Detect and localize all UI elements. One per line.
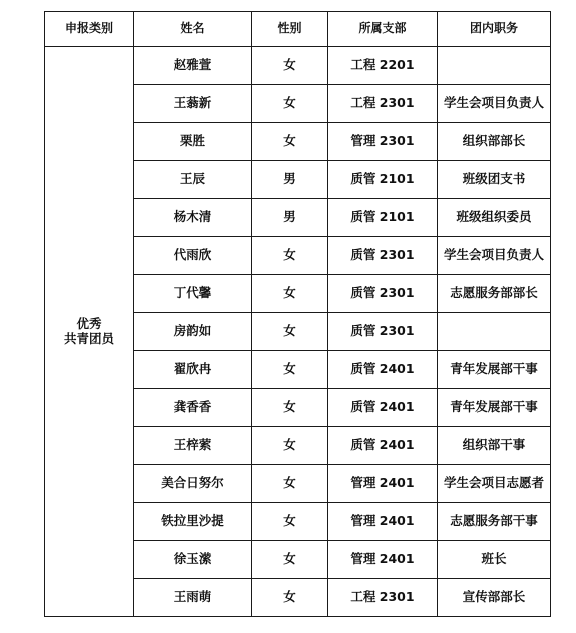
position-cell: 组织部干事: [438, 427, 551, 465]
position-cell: [438, 313, 551, 351]
branch-cell: 质管 2101: [328, 199, 438, 237]
header-name: 姓名: [134, 12, 252, 47]
position-cell: 宣传部部长: [438, 579, 551, 617]
name-cell: 王蓊新: [134, 85, 252, 123]
position-cell: 志愿服务部干事: [438, 503, 551, 541]
branch-cell: 质管 2101: [328, 161, 438, 199]
header-position: 团内职务: [438, 12, 551, 47]
header-row: [45, 12, 551, 47]
name-cell: 赵雅萱: [134, 47, 252, 85]
branch-cell: 质管 2301: [328, 237, 438, 275]
name-cell: 王辰: [134, 161, 252, 199]
gender-cell: 女: [252, 237, 328, 275]
table-row: [45, 47, 551, 85]
category-cell: [45, 47, 134, 617]
branch-cell: 质管 2401: [328, 351, 438, 389]
category-line-2: 共青团员: [63, 330, 114, 346]
branch-cell: 管理 2401: [328, 465, 438, 503]
name-cell: 房韵如: [134, 313, 252, 351]
position-cell: 学生会项目负责人: [438, 85, 551, 123]
position-cell: 志愿服务部部长: [438, 275, 551, 313]
name-cell: 杨木清: [134, 199, 252, 237]
name-cell: 丁代馨: [134, 275, 252, 313]
gender-cell: 女: [252, 351, 328, 389]
position-cell: 青年发展部干事: [438, 351, 551, 389]
branch-cell: 工程 2301: [328, 579, 438, 617]
table-body: [45, 47, 551, 617]
gender-cell: 女: [252, 85, 328, 123]
name-cell: 铁拉里沙提: [134, 503, 252, 541]
name-cell: 代雨欣: [134, 237, 252, 275]
branch-cell: 管理 2301: [328, 123, 438, 161]
branch-cell: 质管 2301: [328, 313, 438, 351]
name-cell: 王梓萦: [134, 427, 252, 465]
position-cell: [438, 47, 551, 85]
gender-cell: 女: [252, 313, 328, 351]
position-cell: 青年发展部干事: [438, 389, 551, 427]
gender-cell: 女: [252, 123, 328, 161]
name-cell: 龚香香: [134, 389, 252, 427]
gender-cell: 男: [252, 199, 328, 237]
name-cell: 徐玉潆: [134, 541, 252, 579]
roster-table: [44, 11, 551, 617]
table-header: [45, 12, 551, 47]
gender-cell: 女: [252, 503, 328, 541]
position-cell: 班级组织委员: [438, 199, 551, 237]
gender-cell: 女: [252, 427, 328, 465]
position-cell: 学生会项目志愿者: [438, 465, 551, 503]
name-cell: 王雨萌: [134, 579, 252, 617]
name-cell: 美合日努尔: [134, 465, 252, 503]
gender-cell: 女: [252, 579, 328, 617]
position-cell: 班级团支书: [438, 161, 551, 199]
header-branch: 所属支部: [328, 12, 438, 47]
header-gender: 性别: [252, 12, 328, 47]
branch-cell: 质管 2401: [328, 389, 438, 427]
gender-cell: 女: [252, 465, 328, 503]
gender-cell: 女: [252, 275, 328, 313]
branch-cell: 质管 2401: [328, 427, 438, 465]
branch-cell: 管理 2401: [328, 541, 438, 579]
gender-cell: 女: [252, 47, 328, 85]
branch-cell: 管理 2401: [328, 503, 438, 541]
name-cell: 翟欣冉: [134, 351, 252, 389]
branch-cell: 质管 2301: [328, 275, 438, 313]
name-cell: 栗胜: [134, 123, 252, 161]
gender-cell: 女: [252, 541, 328, 579]
header-category: 申报类别: [45, 12, 134, 47]
category-line-1: 优秀: [76, 316, 102, 332]
position-cell: 组织部部长: [438, 123, 551, 161]
gender-cell: 女: [252, 389, 328, 427]
position-cell: 班长: [438, 541, 551, 579]
gender-cell: 男: [252, 161, 328, 199]
position-cell: 学生会项目负责人: [438, 237, 551, 275]
branch-cell: 工程 2201: [328, 47, 438, 85]
branch-cell: 工程 2301: [328, 85, 438, 123]
